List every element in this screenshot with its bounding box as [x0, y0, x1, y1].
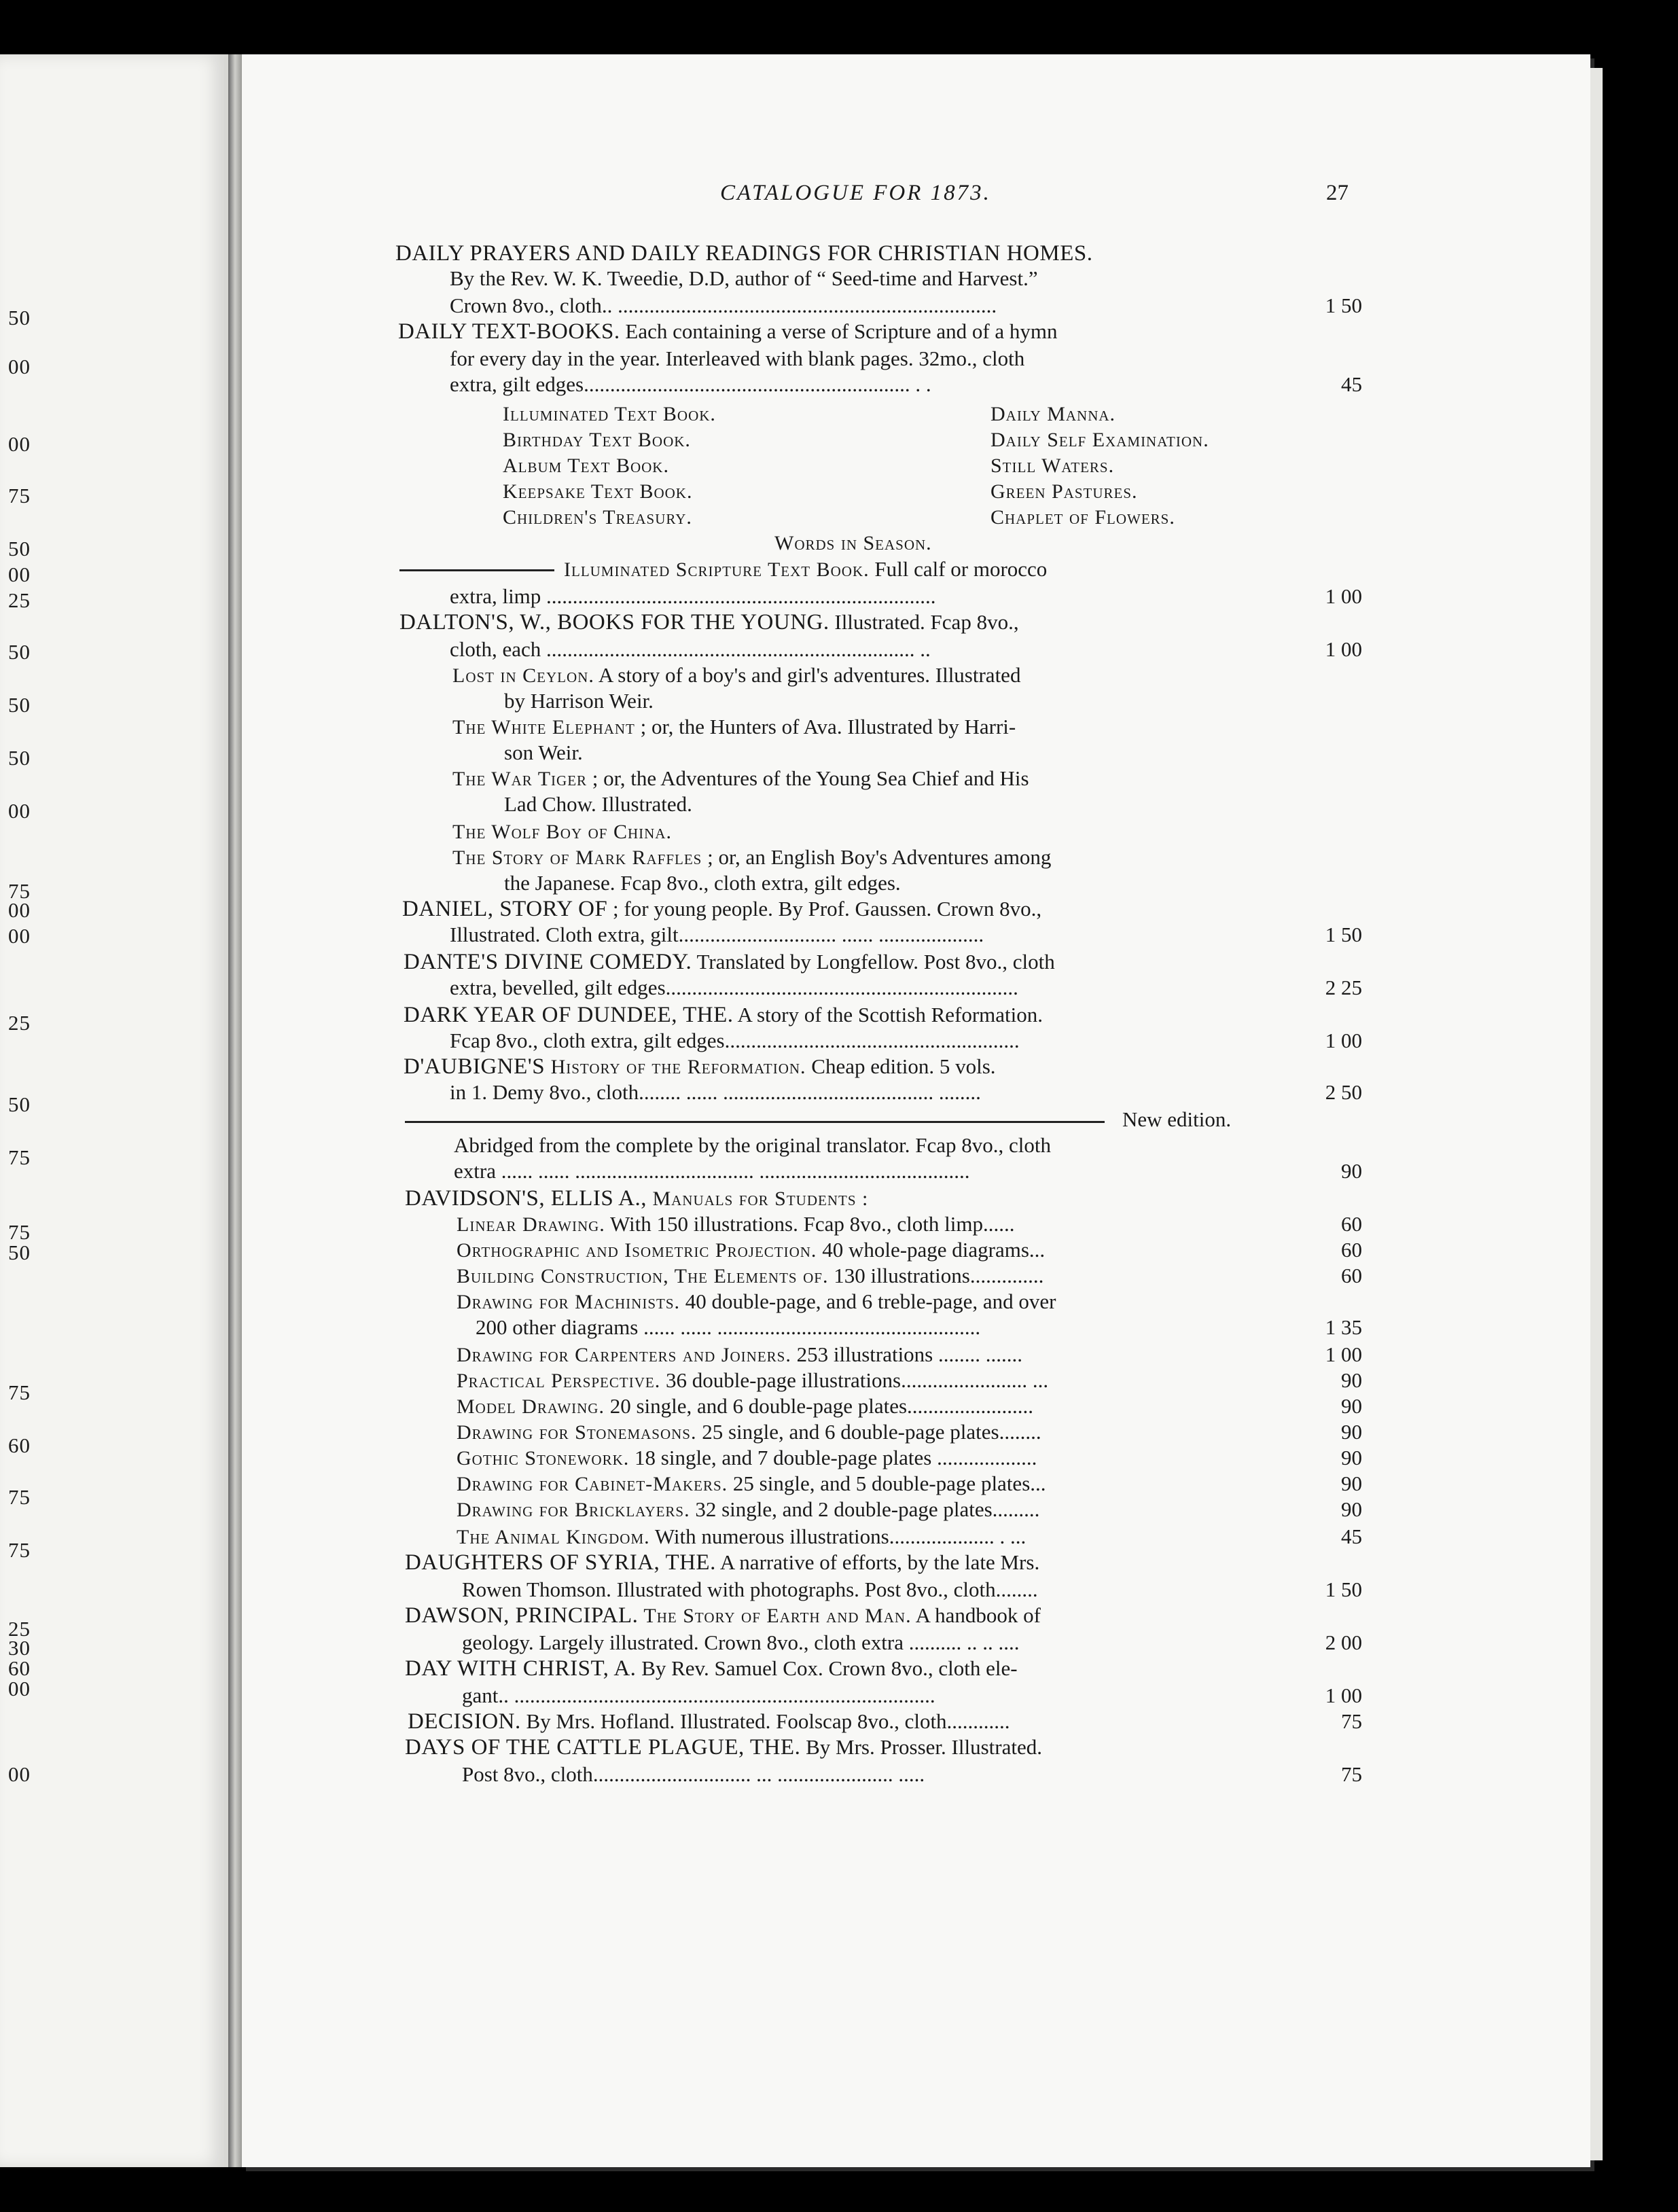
catalogue-entry-line — [457, 1420, 1041, 1445]
entry-text: ; for young people. By Prof. Gaussen. Crown 8vo., — [607, 897, 1042, 921]
left-page-price: 75 — [8, 1485, 31, 1509]
catalogue-entry-line — [462, 1630, 1020, 1655]
catalogue-entry-line — [450, 923, 984, 947]
entry-text: Cheap edition. 5 vols. — [806, 1054, 996, 1078]
entry-text: 200 other diagrams ...... ...... .................................................. — [476, 1315, 981, 1339]
catalogue-entry-heading — [404, 950, 1055, 974]
catalogue-entry-heading — [404, 1054, 996, 1080]
entry-text: Illustrated. Fcap 8vo., — [829, 610, 1019, 634]
entry-text: By the Rev. W. K. Tweedie, D.D, author of “ Seed-time and Harvest.” — [450, 266, 1038, 290]
catalogue-entry-line — [457, 1264, 1043, 1289]
entry-text: 32 single, and 2 double-page plates......... — [690, 1497, 1040, 1521]
left-page-price: 60 — [8, 1433, 31, 1457]
catalogue-entry-line — [450, 637, 931, 662]
catalogue-entry-line — [450, 584, 936, 609]
entry-price: 75 — [1341, 1709, 1362, 1733]
catalogue-entry-line — [476, 1315, 980, 1340]
entry-text: 253 illustrations ........ ....... — [791, 1342, 1022, 1366]
work-title: The White Elephant — [452, 716, 635, 738]
entry-text: 18 single, and 7 double-page plates ................... — [629, 1446, 1037, 1469]
entry-price: 60 — [1341, 1264, 1362, 1287]
entry-text: extra, bevelled, gilt edges................................................................... — [450, 976, 1018, 999]
catalogue-entry-line — [450, 293, 997, 318]
entry-text: Rowen Thomson. Illustrated with photographs. Post 8vo., cloth........ — [462, 1577, 1038, 1601]
entry-price: 1 50 — [1325, 1577, 1362, 1601]
catalogue-entry-heading — [405, 1735, 1042, 1760]
entry-text: 20 single, and 6 double-page plates........................ — [604, 1394, 1034, 1418]
left-page-price: 75 — [8, 879, 31, 903]
work-title: Linear Drawing. — [457, 1213, 605, 1236]
left-page-price: 50 — [8, 1092, 31, 1116]
entry-price: 90 — [1341, 1497, 1362, 1521]
entry-text: By Rev. Samuel Cox. Crown 8vo., cloth ele- — [636, 1656, 1018, 1680]
left-page-price: 00 — [8, 924, 31, 948]
entry-text: By Mrs. Hofland. Illustrated. Foolscap 8vo., cloth............ — [520, 1709, 1010, 1733]
page-number: 27 — [1326, 181, 1349, 205]
left-page-price: 00 — [8, 1677, 31, 1700]
catalogue-entry-line — [452, 845, 1051, 870]
entry-text: 25 single, and 5 double-page plates... — [728, 1471, 1046, 1495]
left-page-price: 50 — [8, 746, 31, 770]
entry-price: 1 00 — [1325, 584, 1362, 608]
catalogue-entry-line — [450, 266, 1038, 291]
work-title: Drawing for Stonemasons. — [457, 1421, 697, 1444]
entry-text: A story of the Scottish Reformation. — [733, 1003, 1043, 1027]
entry-title: DANIEL, STORY OF — [402, 897, 608, 921]
left-page-price: 50 — [8, 1241, 31, 1264]
entry-text: A narrative of efforts, by the late Mrs. — [715, 1550, 1040, 1574]
catalogue-entry-line — [450, 1029, 1020, 1053]
left-page-price: 50 — [8, 537, 31, 560]
entry-price: 90 — [1341, 1368, 1362, 1392]
entry-text: 25 single, and 6 double-page plates........ — [696, 1420, 1041, 1444]
catalogue-entry-heading — [402, 897, 1041, 921]
left-page-price: 50 — [8, 640, 31, 664]
series-title: Birthday Text Book. — [503, 429, 691, 451]
ditto-rule — [399, 569, 554, 571]
entry-text: Each containing a verse of Scripture and of a hymn — [620, 319, 1058, 343]
work-title: Drawing for Machinists. — [457, 1291, 681, 1313]
entry-text: Fcap 8vo., cloth extra, gilt edges........................................................ — [450, 1029, 1020, 1052]
catalogue-entry-line — [457, 1497, 1039, 1522]
catalogue-entry-line — [452, 663, 1020, 688]
catalogue-entry-line — [457, 1342, 1022, 1368]
left-page-price: 50 — [8, 306, 31, 329]
catalogue-entry-line — [457, 1394, 1033, 1419]
left-page-price: 25 — [8, 588, 31, 612]
entry-text: in 1. Demy 8vo., cloth........ ...... ........................................ ........ — [450, 1080, 981, 1104]
entry-text: by Harrison Weir. — [504, 689, 654, 713]
catalogue-entry-line — [504, 871, 901, 895]
left-page-price: 00 — [8, 1762, 31, 1786]
ditto-rule — [405, 1121, 1105, 1123]
entry-text: A handbook of — [911, 1603, 1041, 1627]
entry-price: 60 — [1341, 1238, 1362, 1262]
catalogue-entry-heading — [399, 610, 1019, 635]
catalogue-entry-line — [457, 1471, 1046, 1497]
catalogue-entry-line — [450, 372, 931, 397]
catalogue-entry-heading — [404, 1003, 1043, 1027]
entry-title: DANTE'S DIVINE COMEDY. — [404, 950, 692, 974]
entry-text: Lad Chow. Illustrated. — [504, 792, 692, 816]
entry-text: for every day in the year. Interleaved with blank pages. 32mo., cloth — [450, 346, 1025, 370]
work-title: The Wolf Boy of China. — [452, 821, 672, 843]
entry-text: extra ...... ...... .................................. ........................................ — [454, 1159, 970, 1183]
left-page-price: 00 — [8, 432, 31, 456]
left-page-price: 25 — [8, 1617, 31, 1641]
work-title: The Story of Earth and Man. — [638, 1605, 912, 1627]
catalogue-entry-line — [457, 1446, 1037, 1471]
entry-text: 130 illustrations.............. — [828, 1264, 1044, 1287]
entry-title: DARK YEAR OF DUNDEE, THE. — [404, 1003, 734, 1027]
series-title: Keepsake Text Book. — [503, 480, 693, 503]
catalogue-entry-line — [452, 819, 672, 844]
work-title: Manuals for Students : — [646, 1188, 869, 1210]
catalogue-entry-heading — [395, 241, 1092, 266]
entry-title: DAILY TEXT-BOOKS. — [398, 319, 620, 344]
entry-price: 90 — [1341, 1471, 1362, 1495]
entry-title: DALTON'S, W., BOOKS FOR THE YOUNG. — [399, 610, 829, 635]
catalogue-entry-line — [450, 346, 1024, 371]
entry-title: DAVIDSON'S, ELLIS A., — [405, 1186, 647, 1211]
catalogue-entry-heading — [398, 319, 1058, 344]
entry-title: D'AUBIGNE'S — [404, 1054, 546, 1079]
series-title: Illuminated Text Book. — [503, 403, 716, 425]
left-page-price: 25 — [8, 1011, 31, 1035]
entry-price: 1 50 — [1325, 923, 1362, 946]
work-title: Building Construction, The Elements of. — [457, 1265, 829, 1287]
catalogue-entry-heading — [405, 1656, 1018, 1681]
left-page-fragment — [0, 54, 228, 2167]
series-title: Daily Manna. — [990, 403, 1116, 425]
book-gutter — [228, 54, 242, 2167]
left-page-price: 75 — [8, 484, 31, 507]
catalogue-entry-heading — [408, 1709, 1010, 1734]
work-title: Practical Perspective. — [457, 1370, 661, 1392]
left-page-price: 00 — [8, 563, 31, 586]
entry-text: ; or, the Hunters of Ava. Illustrated by Harri- — [635, 715, 1016, 738]
work-title: The Story of Mark Raffles — [452, 846, 702, 869]
entry-text: Post 8vo., cloth.............................. ... ...................... ..... — [462, 1762, 925, 1786]
work-title: Illuminated Scripture Text Book. — [564, 558, 870, 581]
left-page-price: 75 — [8, 1380, 31, 1404]
catalogue-entry-line — [452, 766, 1029, 791]
entry-text: geology. Largely illustrated. Crown 8vo., cloth extra .......... .. .. .... — [462, 1630, 1020, 1654]
catalogue-entry-line — [457, 1289, 1056, 1315]
entry-text: Crown 8vo., cloth.. ........................................................................ — [450, 293, 997, 317]
left-page-price: 00 — [8, 898, 31, 922]
entry-text: Translated by Longfellow. Post 8vo., cloth — [692, 950, 1055, 974]
series-title: Children's Treasury. — [503, 506, 692, 529]
left-page-price: 75 — [8, 1538, 31, 1562]
entry-price: 60 — [1341, 1212, 1362, 1236]
entry-price: 90 — [1341, 1420, 1362, 1444]
catalogue-entry-line — [454, 1159, 969, 1183]
entry-price: 45 — [1341, 1524, 1362, 1548]
catalogue-entry-heading — [405, 1603, 1041, 1628]
entry-text: ; or, the Adventures of the Young Sea Chief and His — [587, 766, 1029, 790]
catalogue-page — [242, 54, 1590, 2167]
catalogue-entry-line — [457, 1238, 1045, 1263]
left-page-price: 50 — [8, 693, 31, 717]
work-title: Drawing for Cabinet-Makers. — [457, 1473, 728, 1495]
page-edge — [1590, 68, 1603, 2160]
left-page-price: 75 — [8, 1145, 31, 1169]
entry-title: DAWSON, PRINCIPAL. — [405, 1603, 639, 1628]
entry-price: 75 — [1341, 1762, 1362, 1786]
entry-text: 36 double-page illustrations........................ ... — [660, 1368, 1049, 1392]
entry-text: ; or, an English Boy's Adventures among — [702, 845, 1052, 869]
entry-price: 2 25 — [1325, 976, 1362, 999]
entry-title: DAUGHTERS OF SYRIA, THE. — [405, 1550, 716, 1575]
entry-price: 1 50 — [1325, 293, 1362, 317]
catalogue-entry-line — [457, 1212, 1014, 1237]
work-title: Orthographic and Isometric Projection. — [457, 1239, 817, 1262]
catalogue-entry-line — [450, 1080, 981, 1105]
entry-text: cloth, each ...................................................................... .. — [450, 637, 931, 661]
entry-price: 1 00 — [1325, 1342, 1362, 1366]
series-title: Album Text Book. — [503, 454, 669, 477]
catalogue-entry-line — [1122, 1107, 1231, 1132]
entry-title: DECISION. — [408, 1709, 521, 1734]
entry-price: 1 00 — [1325, 1683, 1362, 1707]
entry-text: Full calf or morocco — [869, 557, 1048, 581]
entry-text: Abridged from the complete by the original translator. Fcap 8vo., cloth — [454, 1133, 1051, 1157]
left-page-price: 30 — [8, 1636, 31, 1660]
catalogue-entry-line — [504, 741, 583, 765]
entry-text: A story of a boy's and girl's adventures. Illustrated — [594, 663, 1021, 687]
entry-price: 1 00 — [1325, 637, 1362, 661]
entry-text: New edition. — [1122, 1107, 1232, 1131]
work-title: Drawing for Bricklayers. — [457, 1499, 690, 1521]
catalogue-entry-line — [462, 1683, 935, 1708]
work-title: The Animal Kingdom. — [457, 1526, 650, 1548]
work-title: Lost in Ceylon. — [452, 664, 594, 687]
left-page-price: 00 — [8, 355, 31, 378]
running-header: CATALOGUE FOR 1873. — [720, 181, 991, 205]
catalogue-entry-line — [504, 792, 692, 817]
entry-price: 2 00 — [1325, 1630, 1362, 1654]
work-title: Drawing for Carpenters and Joiners. — [457, 1344, 791, 1366]
entry-text: gant.. ................................................................................ — [462, 1683, 935, 1707]
entry-text: son Weir. — [504, 741, 583, 764]
work-title: Gothic Stonework. — [457, 1447, 630, 1469]
entry-price: 90 — [1341, 1394, 1362, 1418]
entry-text: With numerous illustrations.................... . ... — [649, 1524, 1027, 1548]
work-title: The War Tiger — [452, 768, 588, 790]
catalogue-entry-line — [564, 557, 1047, 582]
left-page-price: 75 — [8, 1220, 31, 1244]
entry-text: 40 whole-page diagrams... — [817, 1238, 1046, 1262]
entry-text: extra, gilt edges.............................................................. . . — [450, 372, 931, 396]
entry-price: 1 00 — [1325, 1029, 1362, 1052]
catalogue-entry-line — [462, 1577, 1038, 1602]
work-title: Model Drawing. — [457, 1395, 605, 1418]
catalogue-entry-line — [454, 1133, 1051, 1158]
series-title: Green Pastures. — [990, 480, 1138, 503]
series-title: Chaplet of Flowers. — [990, 506, 1175, 529]
series-title: Words in Season. — [774, 532, 932, 554]
series-title: Still Waters. — [990, 454, 1115, 477]
entry-text: 40 double-page, and 6 treble-page, and over — [680, 1289, 1056, 1313]
catalogue-entry-line — [457, 1368, 1048, 1393]
entry-price: 90 — [1341, 1446, 1362, 1469]
series-title: Daily Self Examination. — [990, 429, 1209, 451]
left-page-price: 60 — [8, 1656, 31, 1680]
entry-price: 45 — [1341, 372, 1362, 396]
entry-title: DAILY PRAYERS AND DAILY READINGS FOR CHRISTIAN HOMES. — [395, 241, 1093, 266]
catalogue-entry-line — [462, 1762, 925, 1787]
entry-price: 90 — [1341, 1159, 1362, 1183]
catalogue-entry-line — [452, 715, 1016, 740]
entry-price: 2 50 — [1325, 1080, 1362, 1104]
entry-text: With 150 illustrations. Fcap 8vo., cloth limp...... — [605, 1212, 1015, 1236]
entry-text: the Japanese. Fcap 8vo., cloth extra, gilt edges. — [504, 871, 901, 895]
catalogue-entry-heading — [405, 1186, 868, 1211]
work-title: History of the Reformation. — [545, 1056, 806, 1078]
catalogue-entry-heading — [405, 1550, 1039, 1575]
entry-title: DAYS OF THE CATTLE PLAGUE, THE. — [405, 1735, 801, 1760]
left-page-price: 00 — [8, 799, 31, 823]
entry-title: DAY WITH CHRIST, A. — [405, 1656, 637, 1681]
entry-text: Illustrated. Cloth extra, gilt.............................. ...... .................... — [450, 923, 984, 946]
entry-text: extra, limp .......................................................................... — [450, 584, 936, 608]
catalogue-entry-line — [450, 976, 1018, 1000]
entry-price: 1 35 — [1325, 1315, 1362, 1339]
entry-text: By Mrs. Prosser. Illustrated. — [800, 1735, 1042, 1759]
catalogue-entry-line — [457, 1524, 1026, 1550]
catalogue-entry-line — [504, 689, 654, 713]
